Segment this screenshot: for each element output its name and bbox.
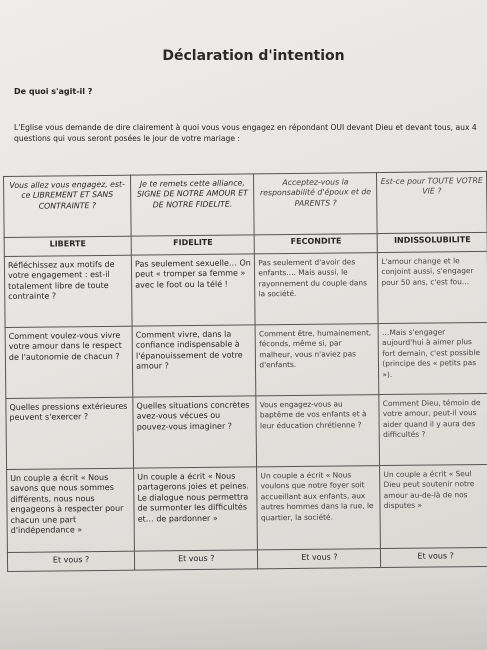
table-cell: Quelles pressions extérieures peuvent s'exercer ? xyxy=(6,397,134,469)
table-cell: …Mais s'engager aujourd'hui à aimer plus fort demain, c'est possible (principe des « petits pas »). xyxy=(378,322,487,394)
table-cell: Un couple a écrit « Nous partagerons joies et peines. Le dialogue nous permettra de surmonter les difficultés et… de pardonner » xyxy=(134,467,258,551)
table-cell: Un couple a écrit « Nous voulons que notre foyer soit accueillant aux enfants, aux autres hommes dans la rue, le quartier, la société. xyxy=(257,466,381,550)
question-cell: Je te remets cette alliance, SIGNE DE NOTRE AMOUR ET DE NOTRE FIDELITE. xyxy=(131,174,255,236)
column-label: FIDELITE xyxy=(131,235,254,255)
footer-cell: Et vous ? xyxy=(258,549,381,569)
column-label: LIBERTE xyxy=(4,236,131,256)
table-cell: Un couple a écrit « Nous savons que nous sommes différents, nous nous engageons à respecter pour chacun une part d'indépendance » xyxy=(7,468,135,552)
column-label: INDISSOLUBILITE xyxy=(377,232,487,252)
section-subtitle: De quoi s'agit-il ? xyxy=(14,87,93,96)
table-cell: Pas seulement d'avoir des enfants…. Mais aussi, le rayonnement du couple dans la société. xyxy=(255,253,379,325)
question-cell: Est-ce pour TOUTE VOTRE VIE ? xyxy=(377,171,487,233)
question-cell: Vous allez vous engagez, est-ce LIBREMENT ET SANS CONTRAINTE ? xyxy=(4,175,132,237)
question-row xyxy=(4,171,487,237)
footer-cell: Et vous ? xyxy=(7,551,134,571)
page-title: Déclaration d'intention xyxy=(162,48,345,64)
table-row xyxy=(5,322,487,398)
question-cell: Acceptez-vous la responsabilité d'époux et de PARENTS ? xyxy=(254,173,378,235)
table-cell: Réfléchissez aux motifs de votre engagement : est-il totalement libre de toute contrainte ? xyxy=(4,255,132,327)
table-cell: Vous engagez-vous au baptême de vos enfants et à leur éducation chrétienne ? xyxy=(256,395,380,467)
footer-cell: Et vous ? xyxy=(381,547,487,567)
intro-paragraph: L'Eglise vous demande de dire clairement à quoi vous vous engagez en répondant OUI devant Dieu et devant tous, aux 4 questions qui vous seront posées le jour de votre mariage : xyxy=(14,123,477,143)
column-label: FECONDITE xyxy=(254,234,377,254)
footer-cell: Et vous ? xyxy=(135,550,258,570)
table-row xyxy=(6,393,487,469)
page-shadow xyxy=(0,570,487,650)
table-row xyxy=(4,251,487,327)
table-cell: L'amour change et le conjoint aussi, s'engager pour 50 ans, c'est fou… xyxy=(378,251,487,323)
table-cell: Quelles situations concrètes avez-vous vécues ou pouvez-vous imaginer ? xyxy=(133,396,257,468)
table-row xyxy=(7,464,487,552)
table-cell: Pas seulement sexuelle… On peut « tromper sa femme » avec le foot ou la télé ! xyxy=(131,254,255,326)
commitment-table xyxy=(3,171,487,572)
table-cell: Comment Dieu, témoin de votre amour, peut-il vous aider quand il y aura des difficultés ? xyxy=(379,393,487,465)
table-cell: Comment vivre, dans la confiance indispensable à l'épanouissement de votre amour ? xyxy=(132,325,256,397)
footer-row xyxy=(7,547,487,571)
table-cell: Comment être, humainement, féconds, même si, par malheur, vous n'aviez pas d'enfants. xyxy=(255,324,379,396)
table-cell: Comment voulez-vous vivre votre amour dans le respect de l'autonomie de chacun ? xyxy=(5,326,133,398)
table-cell: Un couple a écrit « Seul Dieu peut soutenir notre amour au-de-là de nos disputes » xyxy=(380,464,487,548)
